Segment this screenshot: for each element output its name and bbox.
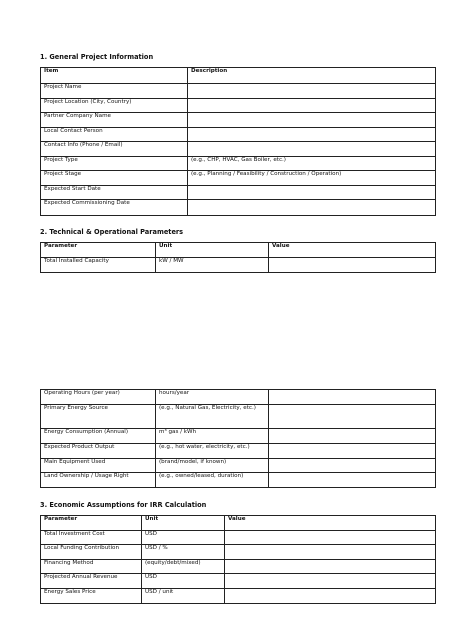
cell-parameter: Main Equipment Used [41, 458, 156, 473]
cell-unit: (e.g., hot water, electricity, etc.) [156, 444, 269, 459]
table-row [41, 405, 436, 429]
cell-item: Project Type [41, 156, 188, 171]
cell-item: Project Location (City, Country) [41, 98, 188, 113]
cell-item: Expected Commissioning Date [41, 200, 188, 216]
table-row [41, 84, 436, 99]
table-row [41, 458, 436, 473]
table-row [41, 185, 436, 200]
header-value: Value [225, 516, 436, 531]
cell-parameter: Total Installed Capacity [41, 258, 156, 273]
cell-value[interactable] [269, 258, 436, 273]
table-row [41, 200, 436, 216]
header-unit: Unit [142, 516, 225, 531]
economic-assumptions-table [40, 515, 436, 604]
table-row [41, 473, 436, 488]
cell-parameter: Projected Annual Revenue [41, 574, 142, 589]
cell-value[interactable] [269, 444, 436, 459]
header-parameter: Parameter [41, 243, 156, 258]
cell-unit: (e.g., Natural Gas, Electricity, etc.) [156, 405, 269, 429]
section-2-heading: 2. Technical & Operational Parameters [40, 228, 184, 236]
cell-unit: m³ gas / kWh [156, 429, 269, 444]
table-row [41, 156, 436, 171]
cell-unit: USD / % [142, 545, 225, 560]
section-1-heading: 1. General Project Information [40, 53, 154, 61]
table-row [41, 142, 436, 157]
cell-value[interactable] [225, 545, 436, 560]
table-row [41, 98, 436, 113]
cell-value[interactable] [225, 559, 436, 574]
header-item: Item [41, 68, 188, 84]
cell-item: Local Contact Person [41, 127, 188, 142]
table-row [41, 574, 436, 589]
technical-params-table [40, 242, 436, 273]
table-row [41, 444, 436, 459]
cell-value[interactable] [269, 405, 436, 429]
cell-description[interactable] [188, 127, 436, 142]
section-3-heading: 3. Economic Assumptions for IRR Calculation [40, 501, 207, 509]
cell-description[interactable] [188, 98, 436, 113]
cell-unit: USD [142, 530, 225, 545]
cell-description[interactable] [188, 185, 436, 200]
cell-value[interactable] [225, 574, 436, 589]
table-row [41, 127, 436, 142]
cell-description[interactable] [188, 84, 436, 99]
cell-parameter: Energy Sales Price [41, 588, 142, 603]
table-row [41, 390, 436, 405]
table-row [41, 429, 436, 444]
table-row [41, 113, 436, 128]
cell-value[interactable] [225, 530, 436, 545]
header-value: Value [269, 243, 436, 258]
cell-unit: (brand/model, if known) [156, 458, 269, 473]
table-row [41, 559, 436, 574]
cell-parameter: Financing Method [41, 559, 142, 574]
cell-item: Expected Start Date [41, 185, 188, 200]
cell-value[interactable] [269, 390, 436, 405]
table-row [41, 530, 436, 545]
table-row [41, 171, 436, 186]
cell-description[interactable] [188, 142, 436, 157]
cell-unit: (equity/debt/mixed) [142, 559, 225, 574]
cell-item: Project Stage [41, 171, 188, 186]
cell-description[interactable] [188, 200, 436, 216]
cell-item: Contact Info (Phone / Email) [41, 142, 188, 157]
general-info-table [40, 67, 436, 216]
cell-unit: USD / unit [142, 588, 225, 603]
cell-value[interactable] [269, 473, 436, 488]
cell-value[interactable] [225, 588, 436, 603]
cell-unit: kW / MW [156, 258, 269, 273]
table-row [41, 545, 436, 560]
cell-description[interactable]: (e.g., Planning / Feasibility / Construction / Operation) [188, 171, 436, 186]
header-description: Description [188, 68, 436, 84]
table-row [41, 588, 436, 603]
cell-description[interactable] [188, 113, 436, 128]
cell-parameter: Local Funding Contribution [41, 545, 142, 560]
cell-description[interactable]: (e.g., CHP, HVAC, Gas Boiler, etc.) [188, 156, 436, 171]
cell-value[interactable] [269, 429, 436, 444]
cell-unit: (e.g., owned/leased, duration) [156, 473, 269, 488]
table-row [41, 258, 436, 273]
cell-parameter: Expected Product Output [41, 444, 156, 459]
cell-unit: USD [142, 574, 225, 589]
technical-params-table-continued [40, 389, 436, 488]
header-unit: Unit [156, 243, 269, 258]
cell-parameter: Total Investment Cost [41, 530, 142, 545]
header-parameter: Parameter [41, 516, 142, 531]
cell-unit: hours/year [156, 390, 269, 405]
cell-item: Project Name [41, 84, 188, 99]
cell-item: Partner Company Name [41, 113, 188, 128]
cell-parameter: Energy Consumption (Annual) [41, 429, 156, 444]
cell-parameter: Land Ownership / Usage Right [41, 473, 156, 488]
cell-parameter: Operating Hours (per year) [41, 390, 156, 405]
cell-value[interactable] [269, 458, 436, 473]
cell-parameter: Primary Energy Source [41, 405, 156, 429]
